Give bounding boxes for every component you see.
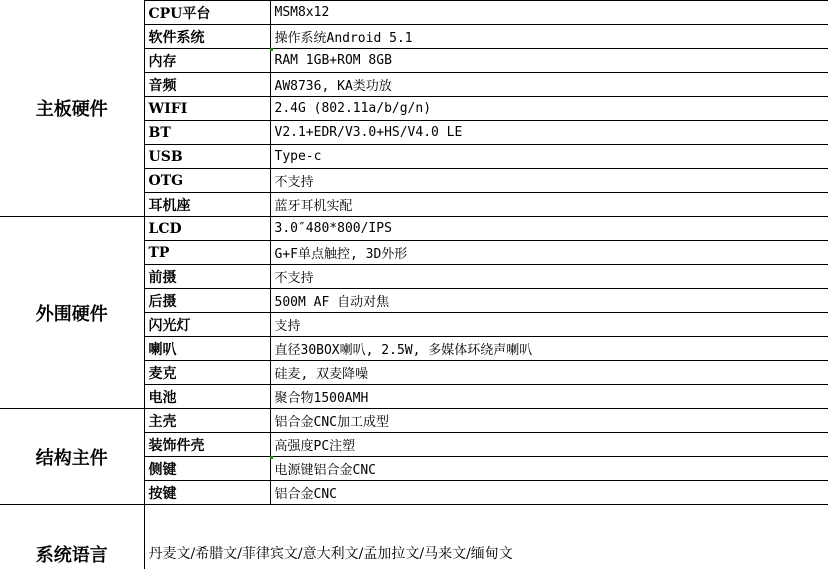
- spec-value: 铝合金CNC加工成型: [270, 409, 828, 433]
- spec-label: 按键: [144, 481, 270, 505]
- section-title-mainboard: 主板硬件: [0, 1, 144, 217]
- language-value: 丹麦文/希腊文/菲律宾文/意大利文/孟加拉文/马来文/缅甸文: [144, 505, 828, 569]
- spec-value: G+F单点触控, 3D外形: [270, 241, 828, 265]
- spec-value: 直径30BOX喇叭, 2.5W, 多媒体环绕声喇叭: [270, 337, 828, 361]
- spec-label: 装饰件壳: [144, 433, 270, 457]
- spec-label: WIFI: [144, 97, 270, 121]
- spec-label: 前摄: [144, 265, 270, 289]
- spec-label: 后摄: [144, 289, 270, 313]
- spec-value: MSM8x12: [270, 1, 828, 25]
- spec-value: V2.1+EDR/V3.0+HS/V4.0 LE: [270, 121, 828, 145]
- spec-label: OTG: [144, 169, 270, 193]
- spec-label: USB: [144, 145, 270, 169]
- spec-label: BT: [144, 121, 270, 145]
- table-row: [0, 1, 828, 25]
- table-row-language: [0, 505, 828, 569]
- spec-label: 喇叭: [144, 337, 270, 361]
- cell-marker: [270, 456, 273, 459]
- section-title-language: 系统语言: [0, 505, 144, 569]
- spec-value: 500M AF 自动对焦: [270, 289, 828, 313]
- section-title-peripheral: 外围硬件: [0, 217, 144, 409]
- table-row: [0, 409, 828, 433]
- spec-value: 电源键铝合金CNC: [270, 457, 828, 481]
- spec-label: 内存: [144, 49, 270, 73]
- spec-label: CPU平台: [144, 1, 270, 25]
- spec-label: 主壳: [144, 409, 270, 433]
- spec-label: 麦克: [144, 361, 270, 385]
- spec-label: 闪光灯: [144, 313, 270, 337]
- spec-label: 侧键: [144, 457, 270, 481]
- spec-value: 支持: [270, 313, 828, 337]
- spec-value: 聚合物1500AMH: [270, 385, 828, 409]
- section-title-structure: 结构主件: [0, 409, 144, 505]
- spec-value: 硅麦, 双麦降噪: [270, 361, 828, 385]
- spec-value: 不支持: [270, 265, 828, 289]
- cell-marker: [270, 48, 273, 51]
- spec-value: 3.0″480*800/IPS: [270, 217, 828, 241]
- spec-value: 不支持: [270, 169, 828, 193]
- spec-value: 2.4G (802.11a/b/g/n): [270, 97, 828, 121]
- spec-value: 操作系统Android 5.1: [270, 25, 828, 49]
- spec-value: 铝合金CNC: [270, 481, 828, 505]
- spec-value: Type-c: [270, 145, 828, 169]
- spec-value: RAM 1GB+ROM 8GB: [270, 49, 828, 73]
- spec-label: 软件系统: [144, 25, 270, 49]
- spec-label: 音频: [144, 73, 270, 97]
- spec-label: TP: [144, 241, 270, 265]
- table-row: [0, 217, 828, 241]
- spec-label: LCD: [144, 217, 270, 241]
- spec-value: 高强度PC注塑: [270, 433, 828, 457]
- spec-value: 蓝牙耳机实配: [270, 193, 828, 217]
- spec-label: 电池: [144, 385, 270, 409]
- spec-value: AW8736, KA类功放: [270, 73, 828, 97]
- spec-label: 耳机座: [144, 193, 270, 217]
